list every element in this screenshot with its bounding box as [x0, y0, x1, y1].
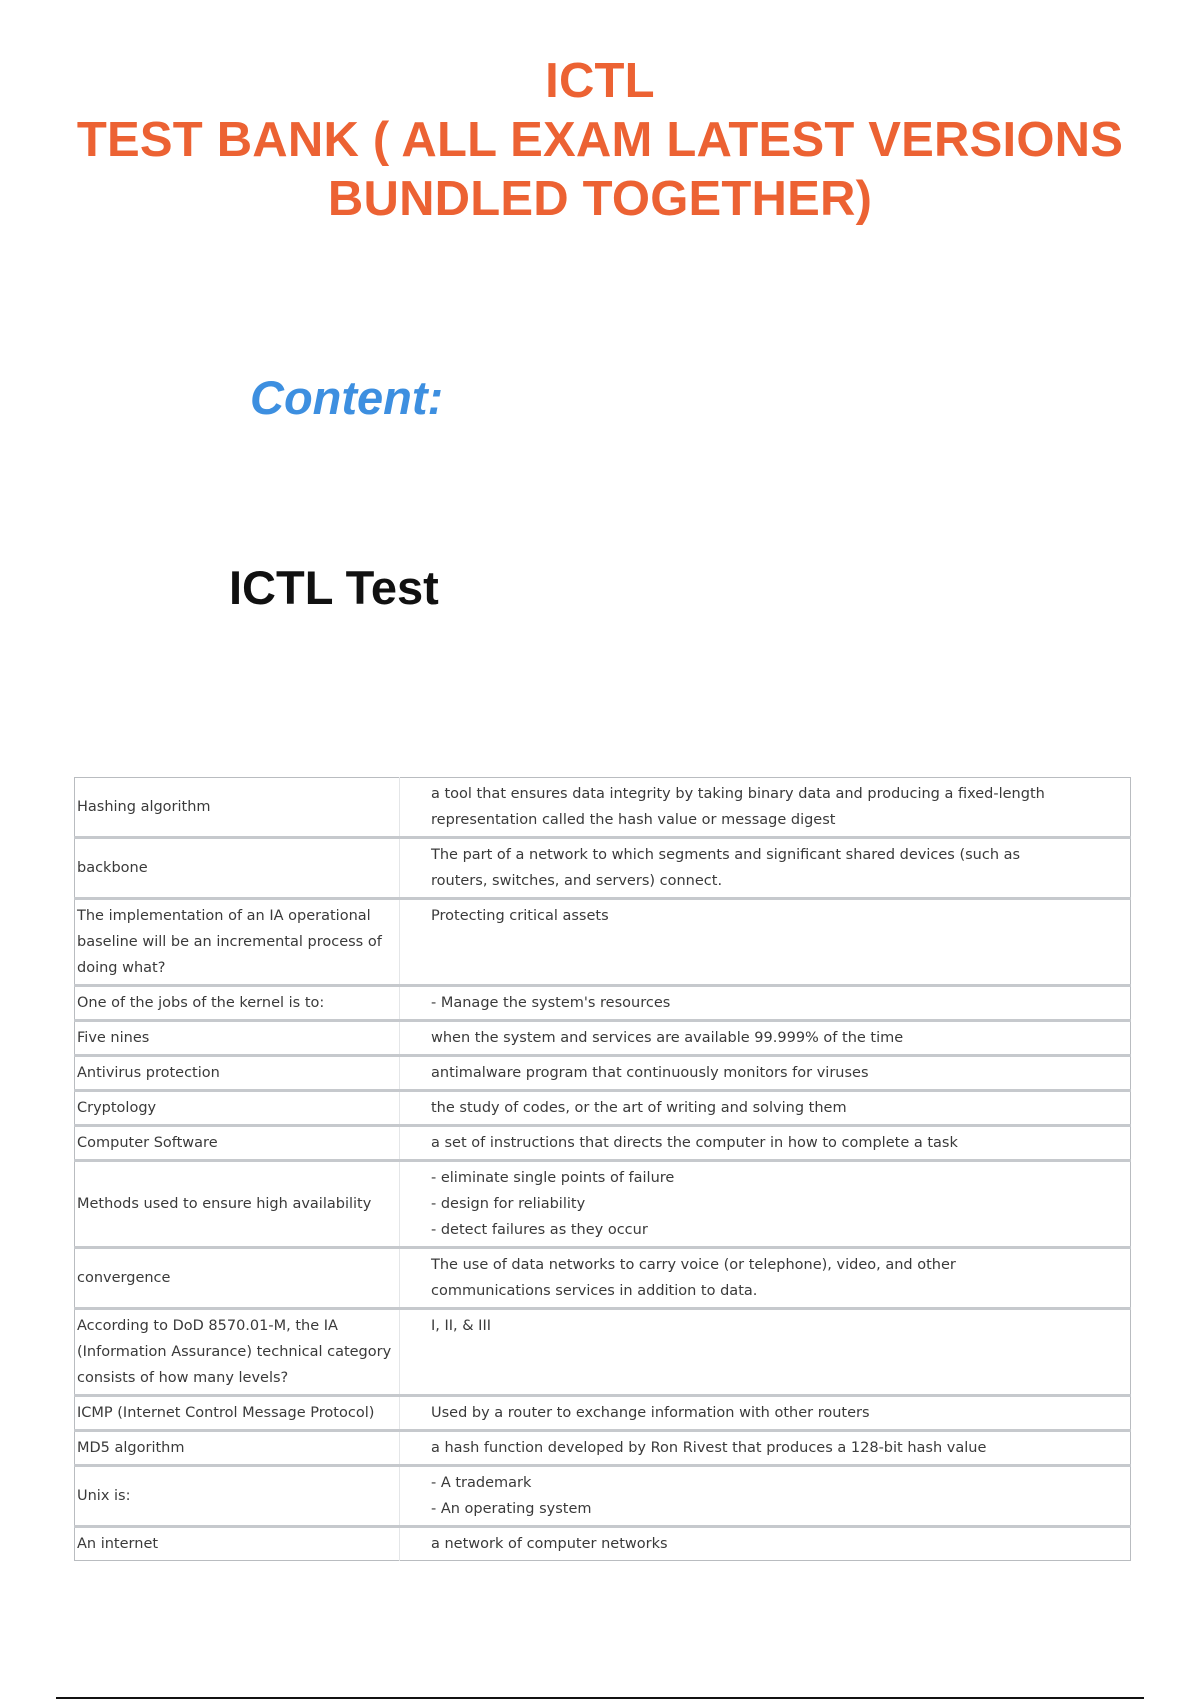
- table-row: [75, 1056, 1131, 1091]
- term-cell: Cryptology: [75, 1091, 400, 1126]
- definition-line: - A trademark: [431, 1475, 532, 1491]
- definition-line: the study of codes, or the art of writing and solving them: [431, 1100, 847, 1116]
- term-cell: The implementation of an IA operational baseline will be an incremental process of doing what?: [75, 899, 400, 986]
- table-row: [75, 1466, 1131, 1527]
- document-title: [0, 52, 1200, 229]
- definition-line: - design for reliability: [431, 1196, 586, 1212]
- term-cell: backbone: [75, 838, 400, 899]
- title-line: BUNDLED TOGETHER): [327, 172, 873, 226]
- term-cell: Five nines: [75, 1021, 400, 1056]
- term-cell: MD5 algorithm: [75, 1431, 400, 1466]
- definition-cell: [400, 986, 1131, 1021]
- term-cell: One of the jobs of the kernel is to:: [75, 986, 400, 1021]
- definition-line: - An operating system: [431, 1501, 592, 1517]
- table-row: [75, 899, 1131, 986]
- term-cell: An internet: [75, 1527, 400, 1561]
- footer-divider: [56, 1697, 1144, 1699]
- definition-line: - detect failures as they occur: [431, 1222, 648, 1238]
- definition-cell: [400, 1527, 1131, 1561]
- definition-line: - eliminate single points of failure: [431, 1170, 675, 1186]
- table-row: [75, 1126, 1131, 1161]
- term-cell: Antivirus protection: [75, 1056, 400, 1091]
- definition-line: a hash function developed by Ron Rivest that produces a 128-bit hash value: [431, 1440, 987, 1456]
- table-row: [75, 1527, 1131, 1561]
- definition-line: Protecting critical assets: [431, 908, 609, 924]
- table-row: [75, 986, 1131, 1021]
- definition-line: a set of instructions that directs the computer in how to complete a task: [431, 1135, 958, 1151]
- definition-cell: [400, 778, 1131, 838]
- table-row: [75, 838, 1131, 899]
- term-cell: Methods used to ensure high availability: [75, 1161, 400, 1248]
- term-cell: convergence: [75, 1248, 400, 1309]
- term-cell: Unix is:: [75, 1466, 400, 1527]
- definition-cell: [400, 1056, 1131, 1091]
- definition-cell: [400, 1161, 1131, 1248]
- definition-cell: [400, 1248, 1131, 1309]
- definition-line: when the system and services are available 99.999% of the time: [431, 1030, 904, 1046]
- table-row: [75, 1091, 1131, 1126]
- table-row: [75, 1431, 1131, 1466]
- definition-line: antimalware program that continuously monitors for viruses: [431, 1065, 869, 1081]
- section-title: ICTL Test: [229, 561, 439, 614]
- definition-line: - Manage the system's resources: [431, 995, 671, 1011]
- term-cell: ICMP (Internet Control Message Protocol): [75, 1396, 400, 1431]
- definition-cell: [400, 1091, 1131, 1126]
- term-cell: Hashing algorithm: [75, 778, 400, 838]
- table-row: [75, 1248, 1131, 1309]
- title-line: ICTL: [545, 54, 655, 108]
- content-heading: Content:: [250, 371, 444, 424]
- definition-cell: [400, 1396, 1131, 1431]
- definition-line: The use of data networks to carry voice (or telephone), video, and other communications services in addition to data.: [431, 1257, 956, 1299]
- table-row: [75, 1021, 1131, 1056]
- definition-line: The part of a network to which segments and significant shared devices (such as routers, switches, and servers) connect.: [431, 847, 1021, 889]
- term-cell: Computer Software: [75, 1126, 400, 1161]
- table-row: [75, 1309, 1131, 1396]
- table-row: [75, 1161, 1131, 1248]
- table-row: [75, 1396, 1131, 1431]
- table-row: [75, 778, 1131, 838]
- definition-line: a tool that ensures data integrity by taking binary data and producing a fixed-length representation called the hash value or message digest: [431, 786, 1045, 828]
- definition-line: I, II, & III: [431, 1318, 492, 1334]
- term-definition-table: [74, 777, 1131, 1561]
- definition-cell: [400, 1126, 1131, 1161]
- definition-cell: [400, 1021, 1131, 1056]
- title-line: TEST BANK ( ALL EXAM LATEST VERSIONS: [76, 113, 1124, 167]
- definition-line: Used by a router to exchange information with other routers: [431, 1405, 870, 1421]
- definition-cell: [400, 1309, 1131, 1396]
- definition-cell: [400, 838, 1131, 899]
- term-cell: According to DoD 8570.01-M, the IA (Information Assurance) technical category consists of how many levels?: [75, 1309, 400, 1396]
- definition-cell: [400, 899, 1131, 986]
- definition-cell: [400, 1431, 1131, 1466]
- definition-cell: [400, 1466, 1131, 1527]
- definition-line: a network of computer networks: [431, 1536, 668, 1552]
